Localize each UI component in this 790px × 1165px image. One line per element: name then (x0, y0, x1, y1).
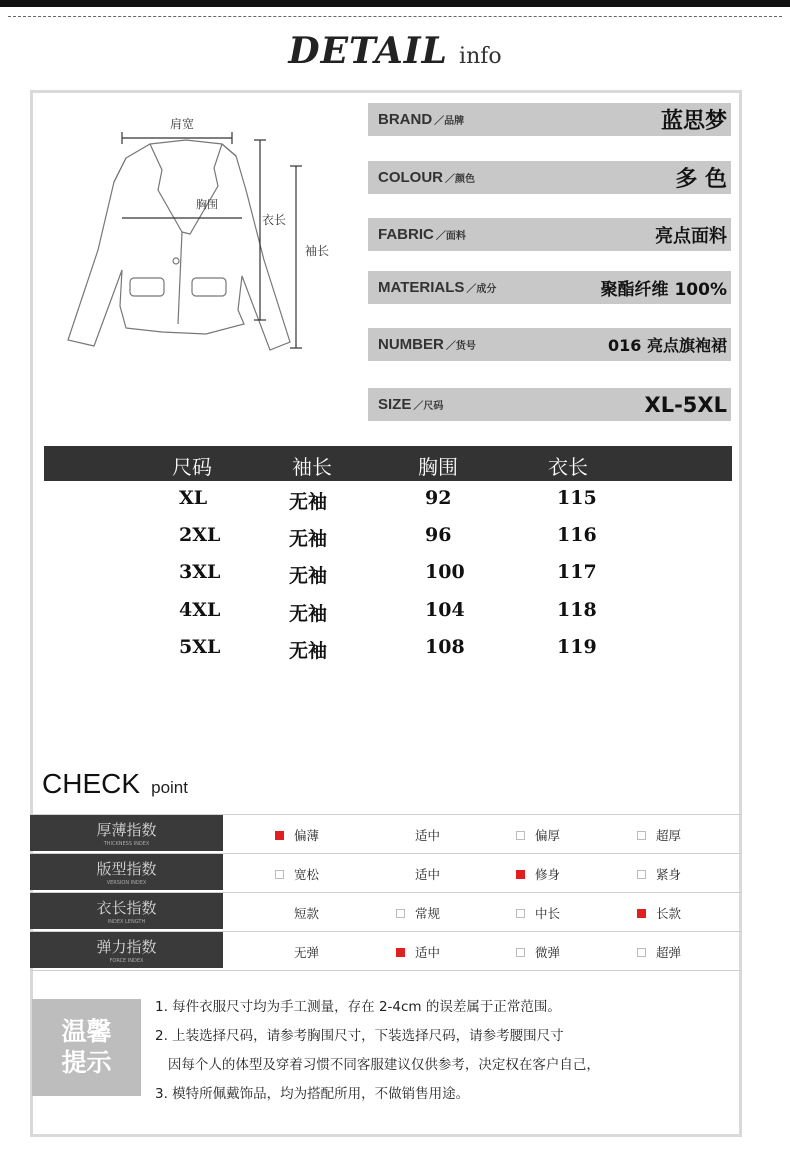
title-sub: info (459, 44, 502, 69)
cell-chest: 100 (425, 561, 465, 583)
table-row (44, 558, 732, 595)
check-row-length (30, 892, 742, 931)
button (173, 258, 179, 264)
header-chest: 胸围 (418, 455, 458, 479)
table-row (44, 596, 732, 633)
checkbox-marker (516, 831, 525, 840)
cell-length: 117 (557, 561, 597, 583)
option: 偏厚 (516, 826, 560, 844)
option: 超厚 (637, 826, 681, 844)
option: 短款 (294, 906, 320, 921)
checkbox-marker (637, 870, 646, 879)
cell-size: 5XL (179, 636, 221, 658)
cell-sleeve: 无袖 (289, 491, 328, 513)
cell-chest: 92 (425, 487, 452, 509)
cell-size: XL (179, 487, 208, 509)
cell-length: 115 (557, 487, 597, 509)
table-row (44, 484, 732, 521)
cell-length: 118 (557, 599, 597, 621)
page-title (0, 30, 790, 72)
option: 长款 (637, 904, 681, 922)
check-row-thickness (30, 814, 742, 853)
cell-sleeve: 无袖 (289, 528, 328, 550)
jacket-front-edge (178, 232, 182, 324)
check-title-main: CHECK (42, 768, 141, 799)
check-title-sub: point (151, 778, 188, 797)
cell-length: 116 (557, 524, 597, 546)
colour-value: 多 色 (675, 167, 727, 192)
option: 常规 (396, 904, 440, 922)
check-row-elasticity (30, 931, 742, 971)
option: 宽松 (275, 865, 319, 883)
size-table-header (44, 446, 732, 481)
info-row-brand (368, 103, 731, 136)
tips-badge (32, 999, 141, 1096)
selected-marker (275, 831, 284, 840)
option: 适中 (415, 828, 441, 843)
selected-marker (637, 909, 646, 918)
info-row-colour (368, 161, 731, 194)
checkbox-marker (637, 831, 646, 840)
option: 中长 (516, 904, 560, 922)
tips-list (155, 996, 735, 1112)
option: 无弹 (294, 945, 320, 960)
cell-size: 2XL (179, 524, 221, 546)
info-label: BRAND ／品牌 (378, 111, 465, 128)
option: 紧身 (637, 865, 681, 883)
info-label: FABRIC ／面料 (378, 226, 466, 243)
tip-line: 3. 模特所佩戴饰品，均为搭配所用，不做销售用途。 (155, 1086, 470, 1102)
tip-line: 2. 上装选择尺码，请参考胸围尺寸，下装选择尺码，请参考腰围尺寸 (155, 1028, 564, 1044)
label-chest: 胸围 (196, 198, 218, 211)
checkbox-marker (516, 948, 525, 957)
option: 超弹 (637, 943, 681, 961)
check-label: 厚薄指数 THICKNESS INDEX (30, 815, 223, 851)
label-length: 衣长 (262, 213, 287, 227)
info-label: SIZE ／尺码 (378, 396, 444, 413)
brand-value: 蓝思梦 (660, 109, 727, 134)
info-row-number (368, 328, 731, 361)
info-label: NUMBER ／货号 (378, 336, 476, 353)
checkbox-marker (637, 948, 646, 957)
left-pocket (130, 278, 164, 296)
checkbox-marker (516, 909, 525, 918)
check-row-version (30, 853, 742, 892)
right-pocket (192, 278, 226, 296)
cell-sleeve: 无袖 (289, 640, 328, 662)
info-row-materials (368, 271, 731, 304)
checkbox-marker (275, 870, 284, 879)
cell-length: 119 (557, 636, 597, 658)
cell-sleeve: 无袖 (289, 565, 328, 587)
number-value: 016 亮点旗袍裙 (608, 336, 727, 355)
fabric-value: 亮点面料 (655, 225, 727, 247)
cell-chest: 108 (425, 636, 465, 658)
cell-chest: 104 (425, 599, 465, 621)
tip-line: 1. 每件衣服尺寸均为手工测量，存在 2-4cm 的误差属于正常范围。 (155, 999, 561, 1015)
selected-marker (516, 870, 525, 879)
title-main: DETAIL (288, 30, 448, 72)
label-shoulder: 肩宽 (170, 117, 195, 131)
check-table (30, 814, 742, 971)
jacket-outline (68, 140, 290, 350)
materials-value: 聚酯纤维 100% (600, 280, 727, 300)
cell-size: 3XL (179, 561, 221, 583)
check-label: 衣长指数 INDEX LENGTH (30, 893, 223, 929)
header-sleeve: 袖长 (292, 455, 332, 479)
check-title (42, 768, 188, 800)
check-label: 版型指数 VERSION INDEX (30, 854, 223, 890)
option: 偏薄 (275, 826, 319, 844)
tips-badge-line: 提示 (61, 1048, 112, 1077)
tips-badge-line: 温馨 (61, 1017, 112, 1046)
option: 适中 (396, 943, 440, 961)
label-sleeve: 袖长 (305, 244, 330, 258)
dashed-divider (8, 16, 782, 17)
info-label: MATERIALS ／成分 (378, 279, 497, 296)
size-value: XL-5XL (644, 392, 727, 417)
option: 微弹 (516, 943, 560, 961)
cell-size: 4XL (179, 599, 221, 621)
jacket-lapel (150, 144, 222, 234)
table-row (44, 633, 732, 670)
option: 修身 (516, 865, 560, 883)
info-label: COLOUR ／颜色 (378, 169, 475, 186)
check-label: 弹力指数 FORCE INDEX (30, 932, 223, 968)
table-row (44, 521, 732, 558)
option: 适中 (415, 867, 441, 882)
header-size: 尺码 (172, 455, 212, 479)
cell-sleeve: 无袖 (289, 603, 328, 625)
info-row-size (368, 388, 731, 421)
garment-sketch (50, 110, 350, 370)
tip-line: 因每个人的体型及穿着习惯不同客服建议仅供参考，决定权在客户自己， (155, 1057, 600, 1073)
top-bar (0, 0, 790, 7)
selected-marker (396, 948, 405, 957)
info-row-fabric (368, 218, 731, 251)
header-length: 衣长 (548, 455, 588, 479)
cell-chest: 96 (425, 524, 452, 546)
checkbox-marker (396, 909, 405, 918)
